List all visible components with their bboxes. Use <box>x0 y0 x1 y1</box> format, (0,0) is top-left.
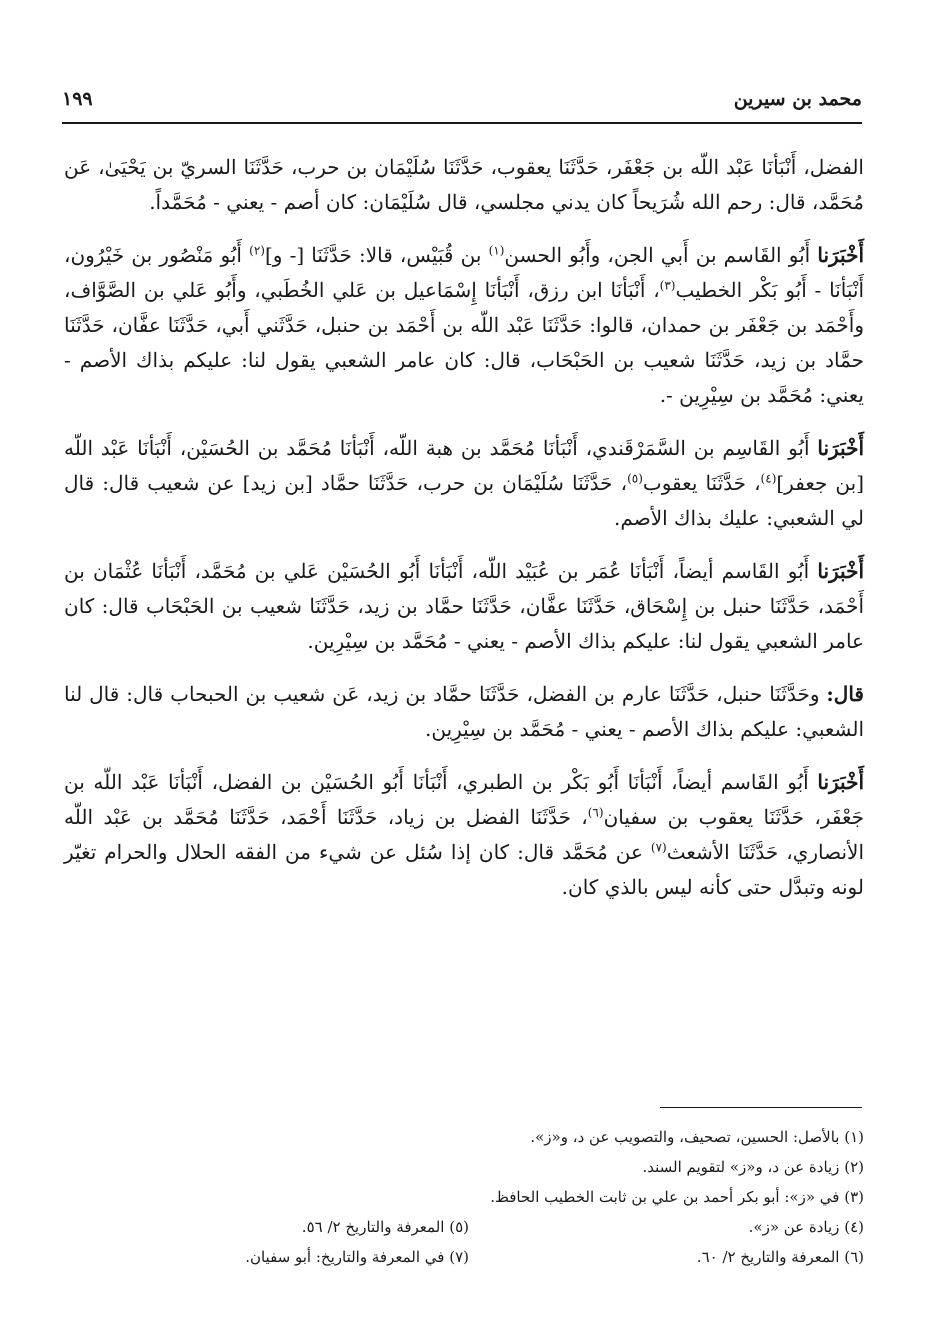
footnote-number: (٢) <box>844 1158 864 1176</box>
running-title: محمد بن سيرين <box>733 88 862 110</box>
footnote-text: بالأصل: الحسين، تصحيف، والتصويب عن د، و«ز». <box>530 1128 840 1146</box>
footnote-number: (٦) <box>844 1248 864 1266</box>
paragraph-text: بن قُبَيْس، قالا: حَدَّثَنَا [- و] <box>264 243 489 267</box>
paragraph-lead-word: أَخْبَرَنا <box>817 436 864 460</box>
footnote-text: المعرفة والتاريخ ٢/ ٦٠. <box>696 1248 840 1266</box>
footnote-number: (٧) <box>449 1248 469 1266</box>
paragraph-lead-word: قال: <box>826 682 864 706</box>
footnote-marker: (٦) <box>587 805 604 820</box>
paragraph-lead-word: أَخْبَرَنا <box>817 243 865 267</box>
paragraph-text: ، حَدَّثَنَا سُلَيْمَان بن حرب، حَدَّثَنَا حمَّاد [بن زيد] عن شعيب قال: قال لي الشعبي: عليك بذاك الأصم. <box>64 471 864 530</box>
paragraph <box>64 765 864 905</box>
paragraph-text: عن مُحَمَّد قال: كان إذا سُئل عن شيء من الفقه الحلال والحرام تغيّر لونه وتبدَّل حتى كأنه ليس بالذي كان. <box>64 840 864 899</box>
paragraph-text: وحَدَّثَنَا حنبل، حَدَّثَنَا عارم بن الفضل، حَدَّثَنَا حمَّاد بن زيد، عَن شعيب بن الحبحاب قال: قال لنا الشعبي: عليكم بذاك الأصم - يعني - مُحَمَّد بن سِيْرِين. <box>64 682 864 741</box>
footnote-divider <box>660 1107 862 1108</box>
footnote-item <box>469 1242 864 1272</box>
footnote-item <box>74 1212 469 1242</box>
footnote-text: زيادة عن د، و«ز» لتقويم السند. <box>642 1158 840 1176</box>
footnote-item <box>64 1152 864 1182</box>
main-text <box>64 150 864 923</box>
page-number: ١٩٩ <box>62 88 93 110</box>
footnote-text: زيادة عن «ز». <box>748 1218 840 1236</box>
running-header <box>62 86 862 120</box>
paragraph-lead-word: أَخْبَرَنا <box>817 559 864 583</box>
footnote-marker: (٢) <box>249 243 265 258</box>
footnote-text: في «ز»: أبو بكر أحمد بن علي بن ثابت الخطيب الحافظ. <box>490 1188 840 1206</box>
footnote-number: (٥) <box>449 1218 469 1236</box>
paragraph-text: أَبُو القَاسم بن أَبي الجن، وأَبُو الحسن <box>504 243 818 267</box>
footnote-number: (١) <box>844 1128 864 1146</box>
header-divider <box>62 122 862 124</box>
footnote-number: (٣) <box>844 1188 864 1206</box>
footnote-marker: (٤) <box>760 471 777 486</box>
footnote-number: (٤) <box>844 1218 864 1236</box>
footnote-item <box>74 1242 469 1272</box>
paragraph-text: أَبُو القَاسم أيضاً، أَنْبَأنَا أَبُو بَكْر بن الطبري، أَنْبَأنَا أَبُو الحُسَيْن بن الفضل، أَنْبَأنَا عَبْد اللّه بن جَعْفَر، حَدَّثَنَا يعقوب بن سفيان <box>64 770 864 829</box>
paragraph-text: ، أَنْبَأنَا ابن رزق، أَنْبَأنَا إِسْمَاعيل بن عَلي الخُطَبي، وأَبُو عَلي بن الصَّوَّاف، وأَحْمَد بن جَعْفَر بن حمدان، قالوا: حَدَّثَنَا عَبْد اللّه بن أَحْمَد بن حنبل، حَدَّثَني أَبي، حَدَّثَنَا عفَّان، حَدَّثَنَا حمَّاد بن زيد، حَدَّثَنَا شعيب بن الحَبْحَاب، قال: كان عامر الشعبي يقول لنا: عليكم بذاك الأصم - يعني: مُحَمَّد بن سِيْرِين -. <box>64 278 864 407</box>
footnote-marker: (٥) <box>627 471 643 486</box>
footnote-row <box>64 1242 864 1272</box>
paragraph <box>64 677 864 747</box>
paragraph-text: الفضل، أَنْبَأنَا عَبْد اللّه بن جَعْفَر، حَدَّثَنَا يعقوب، حَدَّثَنَا سُلَيْمَان بن حرب، حَدَّثَنَا السريّ بن يَحْيَىٰ، عَن مُحَمَّد، قال: رحم الله شُرَيحاً كان يدني مجلسي، قال سُلَيْمَان: كان أصم - يعني - مُحَمَّداً. <box>64 155 864 214</box>
paragraph <box>64 238 864 413</box>
footnote-text: في المعرفة والتاريخ: أبو سفيان. <box>245 1248 445 1266</box>
footnote-row <box>64 1212 864 1242</box>
footnote-item <box>469 1212 864 1242</box>
footnote-item <box>64 1182 864 1212</box>
footnotes <box>64 1122 864 1272</box>
paragraph <box>64 431 864 536</box>
footnote-text: المعرفة والتاريخ ٢/ ٥٦. <box>301 1218 445 1236</box>
footnote-item <box>64 1122 864 1152</box>
paragraph-lead-word: أَخْبَرَنا <box>817 770 864 794</box>
paragraph-text: ، حَدَّثَنَا يعقوب <box>642 471 761 495</box>
paragraph-text: أَبُو القَاسِم بن السَّمَرْقَندي، أَنْبَأنَا مُحَمَّد بن هبة اللّه، أَنْبَأنَا مُحَمَّد بن الحُسَيْن، أَنْبَأنَا عَبْد اللّه [بن جعفر] <box>64 436 865 495</box>
paragraph-text: أَبُو مَنْصُور بن خَيْرُون، أَنْبَأنَا - أَبُو بَكْر الخطيب <box>64 243 864 302</box>
footnote-marker: (١) <box>488 243 505 258</box>
paragraph <box>64 554 864 659</box>
paragraph <box>64 150 864 220</box>
paragraph-text: ، حَدَّثَنَا الفضل بن زياد، حَدَّثَنَا أَحْمَد، حَدَّثَنَا مُحَمَّد بن عَبْد اللّه الأنصاري، حَدَّثَنَا الأشعث <box>64 805 865 864</box>
paragraph-text: أَبُو القَاسم أيضاً، أَنْبَأنَا عُمَر بن عُبَيْد اللّه، أَنْبَأنَا أَبُو الحُسَيْن عَلي بن مُحَمَّد، أَنْبَأنَا عُثْمَان بن أَحْمَد، حَدَّثَنَا حنبل بن إِسْحَاق، حَدَّثَنَا عفَّان، حَدَّثَنَا حمَّاد بن زيد، حَدَّثَنَا شعيب بن الحَبْحَاب قال: كان عامر الشعبي يقول لنا: عليكم بذاك الأصم - يعني - مُحَمَّد بن سِيْرِين. <box>64 559 864 653</box>
footnote-marker: (٣) <box>659 278 676 293</box>
footnote-marker: (٧) <box>650 840 667 855</box>
